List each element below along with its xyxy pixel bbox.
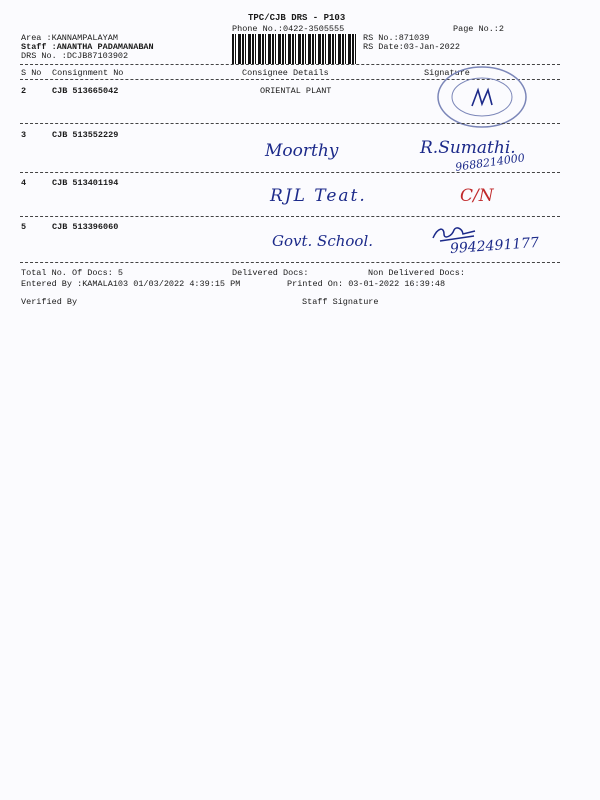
document-title: TPC/CJB DRS - P103	[248, 13, 346, 23]
printed-on: Printed On: 03-01-2022 16:39:48	[287, 279, 446, 289]
row-sno: 3	[21, 130, 27, 140]
handwritten-consignee: Moorthy	[265, 141, 339, 161]
delivered-docs: Delivered Docs:	[232, 268, 309, 278]
row-consignment: CJB 513401194	[52, 178, 119, 188]
row-consignment: CJB 513552229	[52, 130, 119, 140]
verified-by: Verified By	[21, 297, 78, 307]
row-consignment: CJB 513396060	[52, 222, 119, 232]
non-delivered-docs: Non Delivered Docs:	[368, 268, 465, 278]
handwritten-signature: C/N	[460, 186, 494, 206]
staff-signature-label: Staff Signature	[302, 297, 379, 307]
rs-date: RS Date:03-Jan-2022	[363, 42, 460, 52]
handwritten-phone: 9688214000	[454, 151, 526, 174]
staff-field: Staff :ANANTHA PADAMANABAN	[21, 42, 154, 52]
area-field: Area :KANNAMPALAYAM	[21, 33, 118, 43]
row-sno: 5	[21, 222, 27, 232]
total-docs: Total No. Of Docs: 5	[21, 268, 124, 278]
col-sno: S No	[21, 68, 42, 78]
col-consignment: Consignment No	[52, 68, 124, 78]
handwritten-signature: R.Sumathi.	[420, 138, 516, 158]
divider	[20, 262, 560, 263]
col-signature: Signature	[424, 68, 470, 78]
divider	[20, 172, 560, 173]
row-consignee: ORIENTAL PLANT	[260, 86, 332, 96]
page-number: Page No.:2	[453, 24, 505, 34]
handwritten-phone: 9942491177	[449, 234, 540, 258]
divider	[20, 216, 560, 217]
row-consignment: CJB 513665042	[52, 86, 119, 96]
handwritten-consignee: RJL Teat.	[270, 186, 367, 206]
barcode	[232, 34, 358, 64]
row-sno: 4	[21, 178, 27, 188]
phone-number: Phone No.:0422-3505555	[232, 24, 345, 34]
entered-by: Entered By :KAMALA103 01/03/2022 4:39:15 PM	[21, 279, 241, 289]
drs-number: DRS No. :DCJB87103902	[21, 51, 129, 61]
row-sno: 2	[21, 86, 27, 96]
col-consignee: Consignee Details	[242, 68, 329, 78]
divider	[20, 123, 560, 124]
rs-number: RS No.:871039	[363, 33, 430, 43]
handwritten-consignee: Govt. School.	[272, 232, 374, 250]
